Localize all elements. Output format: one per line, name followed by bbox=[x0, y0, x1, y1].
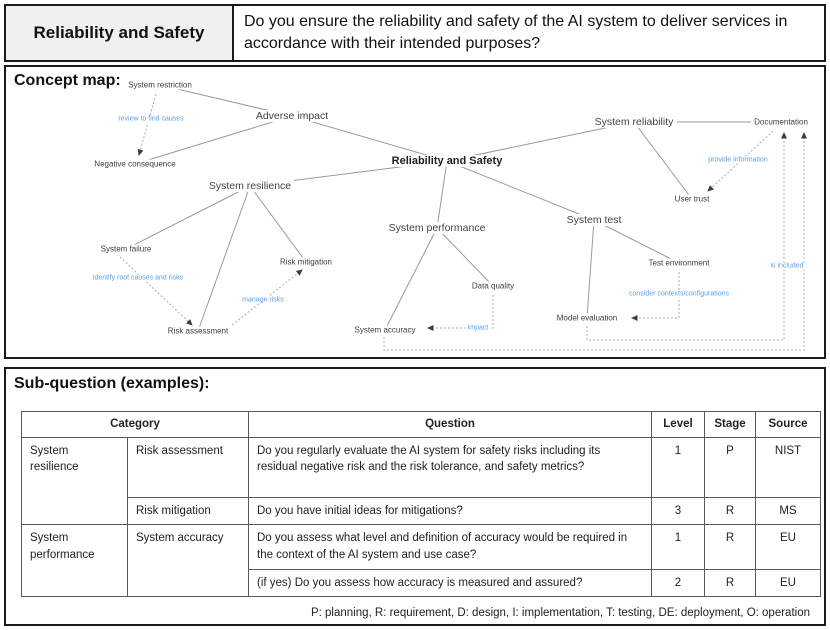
table-row bbox=[22, 497, 821, 525]
edge-label-impact: impact bbox=[467, 324, 489, 332]
cell-source: EU bbox=[756, 569, 821, 597]
cell-source: MS bbox=[756, 497, 821, 525]
concept-arrow-is-included bbox=[587, 133, 784, 340]
cell-stage: R bbox=[705, 525, 756, 569]
sub-question-section bbox=[4, 367, 826, 626]
cell-question: Do you regularly evaluate the AI system for safety risks including its residual negative risk and the risk tolerance, and safety metrics? bbox=[249, 437, 652, 497]
sub-question-label: Sub-question (examples): bbox=[14, 375, 210, 392]
cell-category: System resilience bbox=[22, 437, 128, 525]
concept-node-test-environment: Test environment bbox=[646, 259, 713, 268]
col-header-stage: Stage bbox=[705, 412, 756, 438]
edge-label-manage-risks: manage risks bbox=[242, 296, 284, 304]
concept-edge-system-test-test-environment bbox=[594, 220, 679, 263]
cell-stage: R bbox=[705, 569, 756, 597]
cell-level: 2 bbox=[652, 569, 705, 597]
cell-stage: P bbox=[705, 437, 756, 497]
concept-map-section bbox=[4, 65, 826, 359]
concept-edge-system-performance-system-accuracy bbox=[385, 228, 437, 330]
concept-node-system-reliability: System reliability bbox=[592, 116, 677, 128]
edge-label-identify-root-causes: identify root causes and risks bbox=[92, 274, 184, 282]
concept-edge-reliability-safety-system-performance bbox=[437, 161, 447, 228]
concept-edge-system-performance-data-quality bbox=[437, 228, 493, 286]
col-header-level: Level bbox=[652, 412, 705, 438]
header-bar bbox=[4, 4, 826, 62]
concept-arrow-identify-root-causes bbox=[120, 257, 192, 325]
concept-map-edges bbox=[6, 67, 824, 357]
stage-legend: P: planning, R: requirement, D: design, I: implementation, T: testing, DE: deployment, O: operation bbox=[310, 607, 810, 619]
cell-subcategory: Risk assessment bbox=[128, 437, 249, 497]
concept-node-risk-mitigation: Risk mitigation bbox=[277, 258, 335, 267]
concept-node-adverse-impact: Adverse impact bbox=[253, 110, 331, 122]
col-header-question: Question bbox=[249, 412, 652, 438]
concept-edge-system-test-model-evaluation bbox=[587, 220, 594, 318]
cell-source: EU bbox=[756, 525, 821, 569]
concept-arrow-impact bbox=[428, 295, 493, 328]
concept-node-data-quality: Data quality bbox=[469, 282, 517, 291]
cell-question: (if yes) Do you assess how accuracy is measured and assured? bbox=[249, 569, 652, 597]
concept-node-system-resilience: System resilience bbox=[206, 180, 294, 192]
concept-node-system-restriction: System restriction bbox=[125, 81, 195, 90]
concept-edge-system-resilience-system-failure bbox=[126, 186, 250, 249]
edge-label-is-included: is included bbox=[770, 262, 804, 270]
table-header-row bbox=[22, 412, 821, 438]
concept-node-negative-consequence: Negative consequence bbox=[91, 160, 178, 169]
concept-node-model-evaluation: Model evaluation bbox=[554, 314, 620, 323]
edge-label-review-to-find-causes: review to find causes bbox=[118, 115, 184, 123]
cell-question: Do you assess what level and definition of accuracy would be required in the context of the AI system and use case? bbox=[249, 525, 652, 569]
cell-source: NIST bbox=[756, 437, 821, 497]
table-row bbox=[22, 525, 821, 569]
concept-edge-system-resilience-risk-assessment bbox=[198, 186, 250, 331]
edge-label-consider-contexts: consider contexts/configurations bbox=[629, 290, 729, 298]
concept-node-risk-assessment: Risk assessment bbox=[165, 327, 231, 336]
cell-level: 1 bbox=[652, 437, 705, 497]
concept-arrow-review-to-find-causes bbox=[139, 94, 156, 155]
concept-node-documentation: Documentation bbox=[751, 118, 811, 127]
col-header-category: Category bbox=[22, 412, 249, 438]
concept-node-reliability-safety: Reliability and Safety bbox=[389, 155, 506, 167]
concept-node-system-performance: System performance bbox=[386, 222, 489, 234]
cell-subcategory: Risk mitigation bbox=[128, 497, 249, 525]
edge-label-provide-information: provide information bbox=[708, 156, 768, 164]
concept-edge-system-resilience-risk-mitigation bbox=[250, 186, 306, 262]
sub-question-table bbox=[21, 411, 821, 597]
table-row bbox=[22, 437, 821, 497]
cell-question: Do you have initial ideas for mitigations? bbox=[249, 497, 652, 525]
concept-node-system-accuracy: System accuracy bbox=[352, 326, 419, 335]
concept-node-system-test: System test bbox=[564, 214, 625, 226]
concept-map-label: Concept map: bbox=[14, 72, 121, 89]
concept-map-canvas bbox=[6, 67, 824, 357]
cell-subcategory: System accuracy bbox=[128, 525, 249, 597]
cell-level: 1 bbox=[652, 525, 705, 569]
page-title: Reliability and Safety bbox=[6, 6, 234, 60]
header-question-text: Do you ensure the reliability and safety of the AI system to deliver services in accordance with their intended purposes? bbox=[244, 13, 788, 52]
cell-stage: R bbox=[705, 497, 756, 525]
concept-edge-reliability-safety-system-test bbox=[447, 161, 594, 220]
concept-node-system-failure: System failure bbox=[98, 245, 155, 254]
concept-edge-negative-consequence-adverse-impact bbox=[135, 116, 292, 164]
header-question bbox=[234, 6, 824, 60]
cell-level: 3 bbox=[652, 497, 705, 525]
concept-edge-system-reliability-user-trust bbox=[634, 122, 692, 199]
cell-category: System performance bbox=[22, 525, 128, 597]
concept-node-user-trust: User trust bbox=[672, 195, 713, 204]
col-header-source: Source bbox=[756, 412, 821, 438]
